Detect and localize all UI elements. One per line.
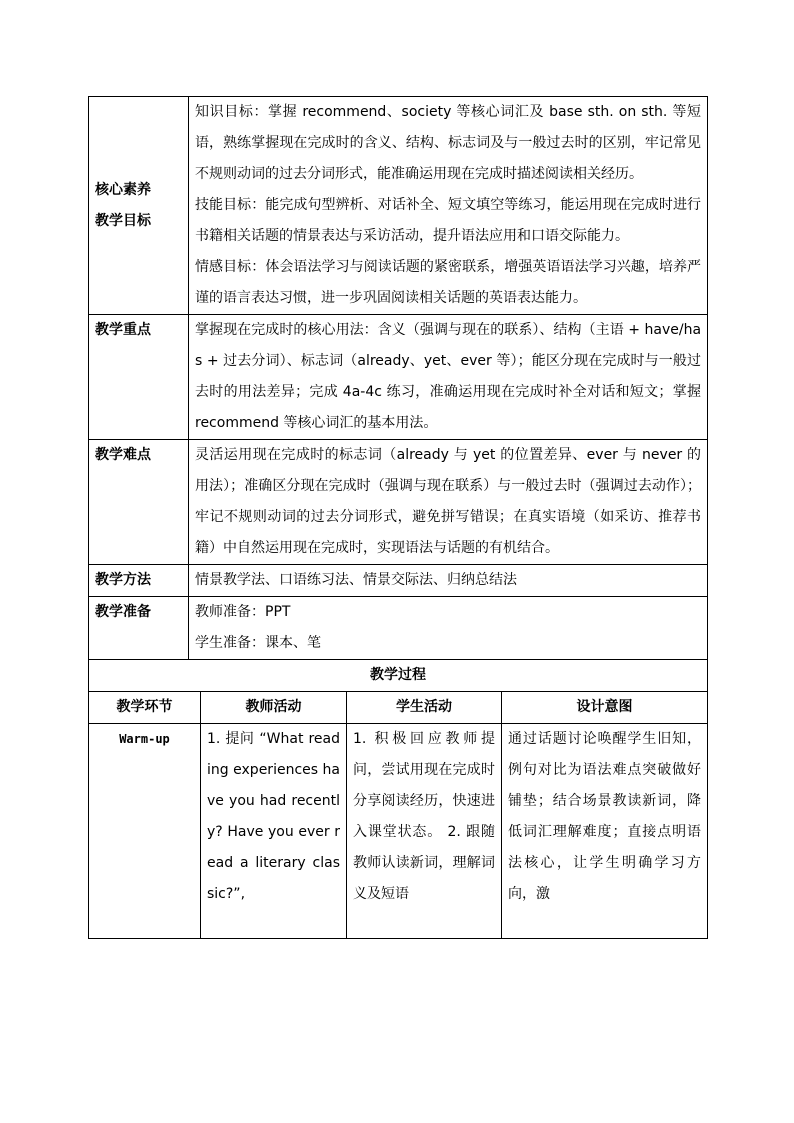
key-points-text: 掌握现在完成时的核心用法：含义（强调与现在的联系）、结构（主语 + have/has + 过去分词）、标志词（already、yet、ever 等）；能区分现在完成时与一般过去时的用法差异；完成 4a-4c 练习，准确运用现在完成时补全对话和短文；掌握 recommend 等核心词汇的基本用法。	[195, 322, 702, 431]
teacher-activity-text: 1. 提问 “What reading experiences have you had recently? Have you ever read a literary classic?”,	[207, 731, 340, 902]
methods-content	[189, 565, 708, 597]
process-header-row	[89, 692, 708, 724]
methods-row	[89, 565, 708, 597]
process-title: 教学过程	[89, 660, 708, 692]
key-points-row	[89, 315, 708, 440]
difficulties-text: 灵活运用现在完成时的标志词（already 与 yet 的位置差异、ever 与 never 的用法）；准确区分现在完成时（强调与现在联系）与一般过去时（强调过去动作）；牢记不规则动词的过去分词形式，避免拼写错误；在真实语境（如采访、推荐书籍）中自然运用现在完成时，实现语法与话题的有机结合。	[195, 447, 702, 556]
knowledge-objective: 知识目标：掌握 recommend、society 等核心词汇及 base sth. on sth. 等短语，熟练掌握现在完成时的含义、结构、标志词及与一般过去时的区别，牢记常见不规则动词的过去分词形式，能准确运用现在完成时描述阅读相关经历。	[195, 104, 702, 182]
preparation-content	[189, 597, 708, 660]
preparation-row	[89, 597, 708, 660]
objectives-label	[89, 97, 189, 315]
lesson-plan-table	[88, 96, 708, 939]
methods-label: 教学方法	[89, 565, 189, 597]
header-stage: 教学环节	[89, 692, 201, 724]
table-row	[89, 724, 708, 939]
lesson-plan-page	[88, 96, 707, 939]
key-points-content	[189, 315, 708, 440]
process-title-row	[89, 660, 708, 692]
objectives-label-line2: 教学目标	[95, 212, 151, 229]
student-activity-cell	[347, 724, 502, 939]
difficulties-row	[89, 440, 708, 565]
methods-text: 情景教学法、口语练习法、情景交际法、归纳总结法	[195, 572, 517, 588]
objectives-label-line1: 核心素养	[95, 181, 151, 198]
design-intent-text: 通过话题讨论唤醒学生旧知，例句对比为语法难点突破做好铺垫；结合场景教读新词，降低词汇理解难度；直接点明语法核心，让学生明确学习方向，激	[508, 731, 702, 902]
objectives-row	[89, 97, 708, 315]
header-design-intent: 设计意图	[502, 692, 708, 724]
objectives-content	[189, 97, 708, 315]
header-teacher-activity: 教师活动	[201, 692, 347, 724]
skill-objective: 技能目标：能完成句型辨析、对话补全、短文填空等练习，能运用现在完成时进行书籍相关话题的情景表达与采访活动，提升语法应用和口语交际能力。	[195, 197, 702, 244]
difficulties-content	[189, 440, 708, 565]
key-points-label: 教学重点	[89, 315, 189, 440]
header-student-activity: 学生活动	[347, 692, 502, 724]
teacher-activity-cell	[201, 724, 347, 939]
design-intent-cell	[502, 724, 708, 939]
stage-warmup: Warm-up	[89, 724, 201, 939]
student-preparation: 学生准备：课本、笔	[195, 635, 321, 651]
difficulties-label: 教学难点	[89, 440, 189, 565]
teacher-preparation: 教师准备：PPT	[195, 604, 291, 620]
emotion-objective: 情感目标：体会语法学习与阅读话题的紧密联系，增强英语语法学习兴趣，培养严谨的语言表达习惯，进一步巩固阅读相关话题的英语表达能力。	[195, 259, 702, 306]
preparation-label: 教学准备	[89, 597, 189, 660]
student-activity-text: 1. 积极回应教师提问，尝试用现在完成时分享阅读经历，快速进入课堂状态。 2. 跟随教师认读新词，理解词义及短语	[353, 731, 495, 902]
